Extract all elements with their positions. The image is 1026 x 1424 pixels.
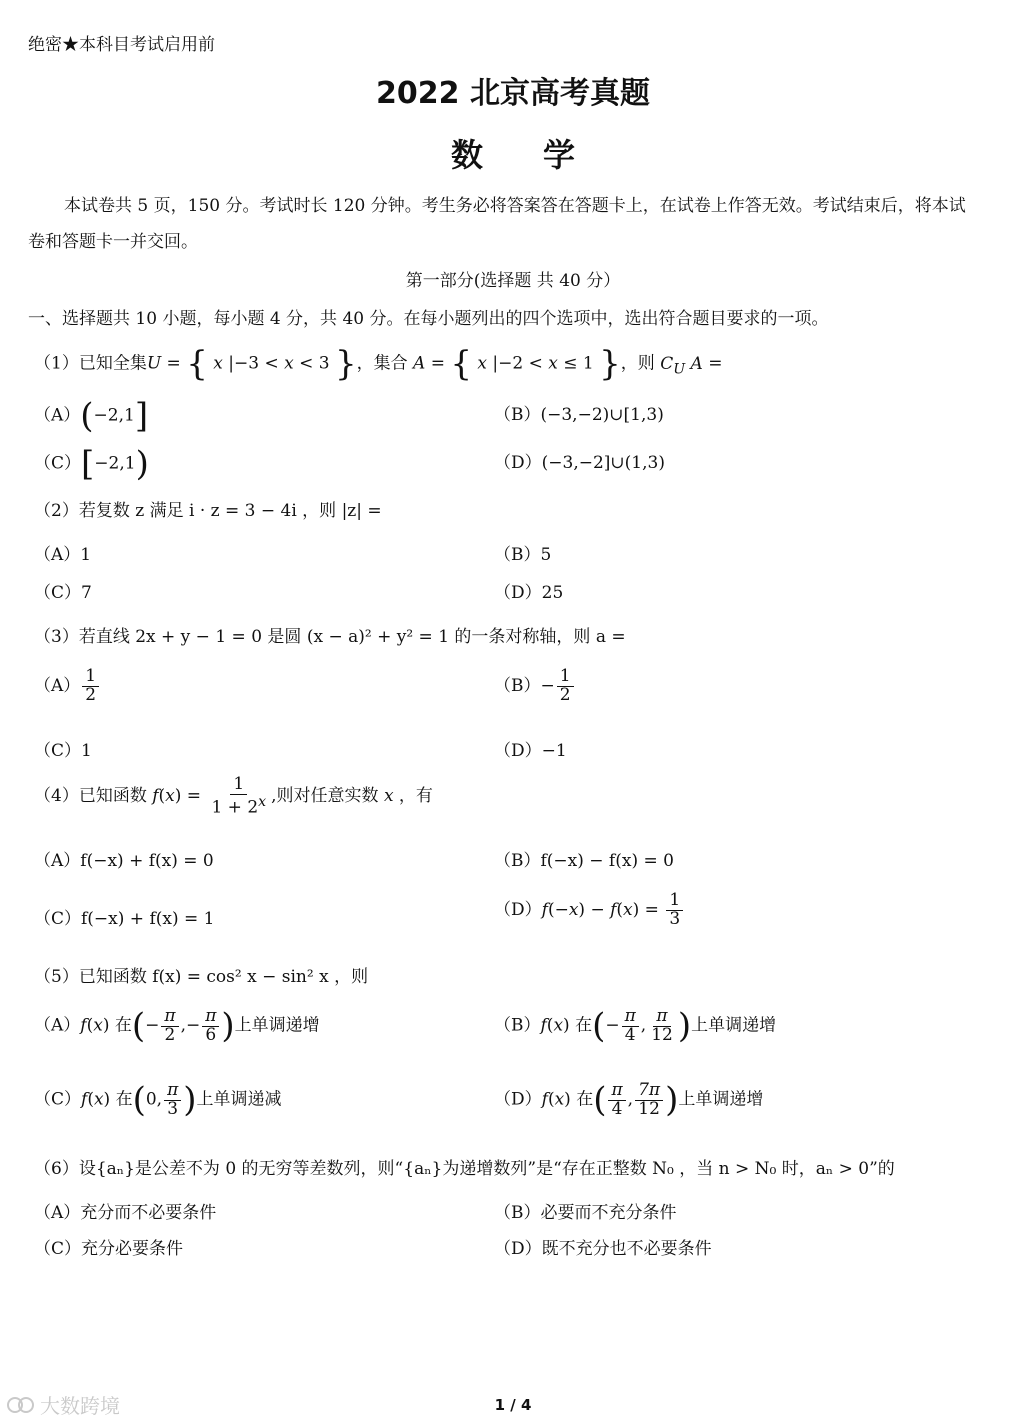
- watermark-text: 大数跨境: [40, 1394, 120, 1418]
- question-3-option-a[interactable]: （A） $\frac{1}{2}$: [34, 668, 101, 705]
- question-5-option-b[interactable]: （B）f(x) 在(− $\frac{\pi}{4}$ , $\frac{\pi}{12}$ )上单调递增: [494, 1005, 777, 1046]
- question-5-option-d[interactable]: （D）f(x) 在( $\frac{\pi}{4}$ , $\frac{7\pi}{12}$ )上单调递增: [494, 1079, 764, 1120]
- question-1-option-b[interactable]: （B）(−3,−2)∪[1,3): [494, 405, 664, 425]
- question-6-option-c[interactable]: （C）充分必要条件: [34, 1239, 184, 1259]
- question-4-option-d[interactable]: （D）f(−x) − f(x) = $\frac{1}{3}$: [494, 892, 685, 929]
- question-3-option-d[interactable]: （D）−1: [494, 741, 567, 761]
- page-title: 2022 北京高考真题: [376, 76, 650, 111]
- question-6-stem: （6）设{aₙ}是公差不为 0 的无穷等差数列，则“{aₙ}为递增数列”是“存在正整数 N₀ ，当 n > N₀ 时，aₙ > 0”的: [34, 1159, 895, 1179]
- section-heading: 一、选择题共 10 小题，每小题 4 分，共 40 分。在每小题列出的四个选项中，选出符合题目要求的一项。: [28, 309, 829, 329]
- question-5-option-a[interactable]: （A）f(x) 在(− $\frac{\pi}{2}$ ,− $\frac{\pi}{6}$ )上单调递增: [34, 1005, 320, 1046]
- question-2-option-a[interactable]: （A）1: [34, 545, 92, 565]
- question-2-option-b[interactable]: （B）5: [494, 545, 552, 565]
- question-2-stem: （2）若复数 z 满足 i · z = 3 − 4i ，则 |z| =: [34, 501, 382, 521]
- question-1-option-a[interactable]: （A）(−2,1]: [34, 396, 149, 436]
- exam-instructions: 本试卷共 5 页，150 分。考试时长 120 分钟。考生务必将答案答在答题卡上，在试卷上作答无效。考试结束后，将本试卷和答题卡一并交回。: [28, 196, 966, 252]
- question-6-option-b[interactable]: （B）必要而不充分条件: [494, 1203, 677, 1223]
- question-4-option-a[interactable]: （A）f(−x) + f(x) = 0: [34, 851, 214, 871]
- question-5-option-c[interactable]: （C）f(x) 在(0, $\frac{\pi}{3}$ )上单调递减: [34, 1079, 282, 1120]
- question-1-stem: （1）已知全集U = { x |−3 < x < 3 }，集合 A = { x |−2 < x ≤ 1 }，则 $C_U$ A =: [34, 344, 723, 384]
- question-3-stem: （3）若直线 2x + y − 1 = 0 是圆 (x − a)² + y² = 1 的一条对称轴，则 a =: [34, 627, 626, 647]
- question-4-stem: （4）已知函数 f(x) = $\frac{1}{1 + 2^x}$ ,则对任意实数 x ，有: [34, 774, 433, 818]
- question-3-option-c[interactable]: （C）1: [34, 741, 92, 761]
- subject-title: 数学: [450, 136, 635, 174]
- question-2-option-c[interactable]: （C）7: [34, 583, 92, 603]
- question-1-option-d[interactable]: （D）(−3,−2]∪(1,3): [494, 453, 665, 473]
- page-number: 1 / 4: [494, 1396, 532, 1414]
- part-heading: 第一部分(选择题 共 40 分）: [405, 271, 621, 291]
- question-5-stem: （5）已知函数 f(x) = cos² x − sin² x ，则: [34, 967, 369, 987]
- question-2-option-d[interactable]: （D）25: [494, 583, 564, 603]
- question-3-option-b[interactable]: （B）− $\frac{1}{2}$: [494, 668, 576, 705]
- question-4-option-b[interactable]: （B）f(−x) − f(x) = 0: [494, 851, 674, 871]
- top-note: 绝密★本科目考试启用前: [28, 35, 215, 55]
- question-1-option-c[interactable]: （C）[−2,1): [34, 444, 149, 484]
- question-6-option-d[interactable]: （D）既不充分也不必要条件: [494, 1239, 712, 1259]
- question-4-option-c[interactable]: （C）f(−x) + f(x) = 1: [34, 909, 215, 929]
- question-6-option-a[interactable]: （A）充分而不必要条件: [34, 1203, 217, 1223]
